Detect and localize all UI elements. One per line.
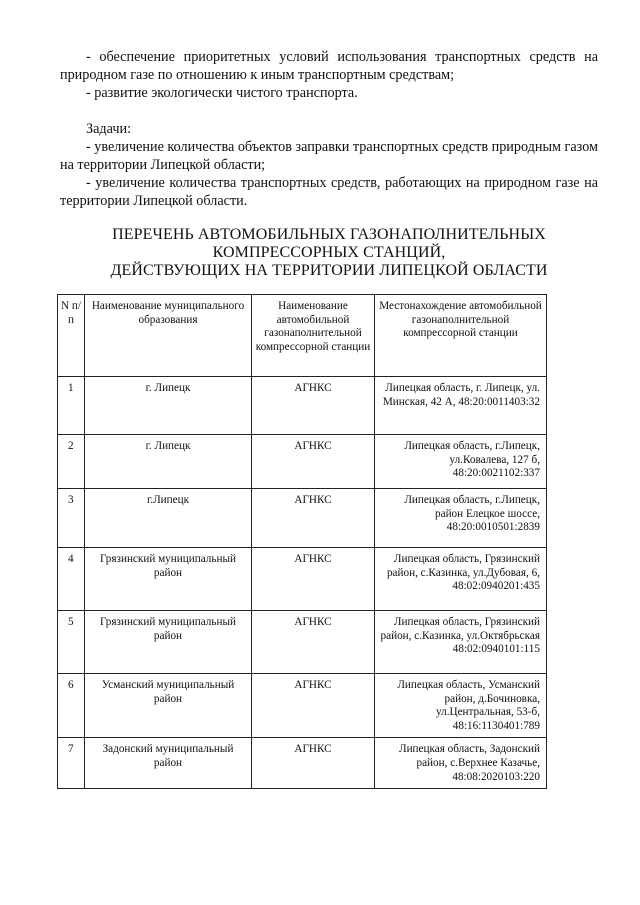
cell-station: АГНКС bbox=[252, 489, 375, 548]
cell-location: Липецкая область, г.Липецк, район Елецкое шоссе, 48:20:0010501:2839 bbox=[375, 489, 547, 548]
cell-num: 3 bbox=[58, 489, 85, 548]
cell-municipality: Усманский муниципальный район bbox=[85, 674, 252, 738]
header-location: Местонахождение автомобильной газонаполнительной компрессорной станции bbox=[375, 295, 547, 377]
cell-location: Липецкая область, г.Липецк, ул.Ковалева, 127 б, 48:20:0021102:337 bbox=[375, 435, 547, 489]
cell-num: 6 bbox=[58, 674, 85, 738]
cell-station: АГНКС bbox=[252, 377, 375, 435]
stations-table bbox=[57, 294, 547, 789]
table-row bbox=[58, 377, 547, 435]
heading-line: ДЕЙСТВУЮЩИХ НА ТЕРРИТОРИИ ЛИПЕЦКОЙ ОБЛАСТИ bbox=[110, 262, 548, 279]
table-row bbox=[58, 435, 547, 489]
cell-municipality: г. Липецк bbox=[85, 435, 252, 489]
header-station: Наименование автомобильной газонаполнительной компрессорной станции bbox=[252, 295, 375, 377]
cell-station: АГНКС bbox=[252, 548, 375, 611]
table-row bbox=[58, 611, 547, 674]
heading-line: КОМПРЕССОРНЫХ СТАНЦИЙ, bbox=[212, 244, 446, 261]
cell-municipality: Грязинский муниципальный район bbox=[85, 611, 252, 674]
cell-station: АГНКС bbox=[252, 674, 375, 738]
table-row bbox=[58, 738, 547, 789]
goals-paragraph bbox=[60, 48, 598, 102]
cell-num: 2 bbox=[58, 435, 85, 489]
tasks-paragraph bbox=[60, 120, 598, 210]
cell-station: АГНКС bbox=[252, 738, 375, 789]
cell-num: 5 bbox=[58, 611, 85, 674]
cell-location: Липецкая область, Задонский район, с.Верхнее Казачье, 48:08:2020103:220 bbox=[375, 738, 547, 789]
tasks-label: Задачи: bbox=[86, 121, 132, 137]
table-row bbox=[58, 674, 547, 738]
cell-num: 7 bbox=[58, 738, 85, 789]
cell-location: Липецкая область, Грязинский район, с.Казинка, ул.Октябрьская 48:02:0940101:115 bbox=[375, 611, 547, 674]
list-heading bbox=[60, 226, 598, 280]
header-num: N п/п bbox=[58, 295, 85, 377]
task-item: - увеличение количества объектов заправки транспортных средств природным газом на территории Липецкой области; bbox=[60, 139, 598, 173]
heading-line: ПЕРЕЧЕНЬ АВТОМОБИЛЬНЫХ ГАЗОНАПОЛНИТЕЛЬНЫХ bbox=[112, 226, 546, 243]
cell-municipality: г. Липецк bbox=[85, 377, 252, 435]
cell-municipality: г.Липецк bbox=[85, 489, 252, 548]
table-header-row bbox=[58, 295, 547, 377]
cell-num: 4 bbox=[58, 548, 85, 611]
cell-municipality: Задонский муниципальный район bbox=[85, 738, 252, 789]
table-row bbox=[58, 489, 547, 548]
cell-station: АГНКС bbox=[252, 611, 375, 674]
header-municipality: Наименование муниципального образования bbox=[85, 295, 252, 377]
table-row bbox=[58, 548, 547, 611]
cell-location: Липецкая область, Грязинский район, с.Казинка, ул.Дубовая, 6, 48:02:0940201:435 bbox=[375, 548, 547, 611]
cell-station: АГНКС bbox=[252, 435, 375, 489]
cell-num: 1 bbox=[58, 377, 85, 435]
cell-municipality: Грязинский муниципальный район bbox=[85, 548, 252, 611]
goal-item: - развитие экологически чистого транспорта. bbox=[86, 85, 358, 101]
task-item: - увеличение количества транспортных средств, работающих на природном газе на территории Липецкой области. bbox=[60, 175, 598, 209]
cell-location: Липецкая область, Усманский район, д.Бочиновка, ул.Центральная, 53-б, 48:16:1130401:789 bbox=[375, 674, 547, 738]
cell-location: Липецкая область, г. Липецк, ул. Минская, 42 А, 48:20:0011403:32 bbox=[375, 377, 547, 435]
goal-item: - обеспечение приоритетных условий использования транспортных средств на природном газе по отношению к иным транспортным средствам; bbox=[60, 49, 598, 83]
